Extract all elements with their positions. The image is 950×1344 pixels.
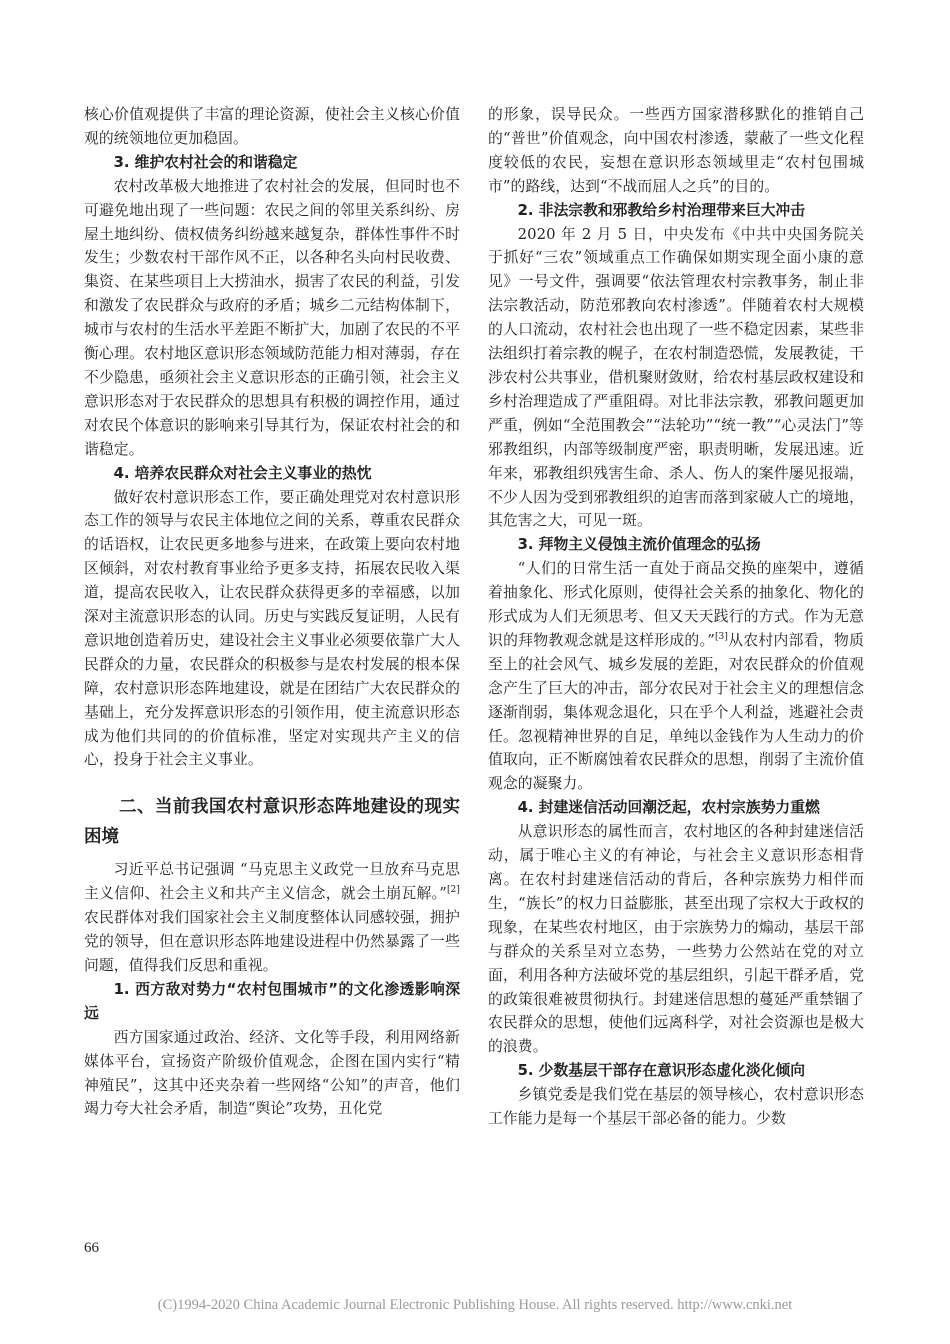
body-paragraph xyxy=(488,103,864,199)
subsection-heading: 4. 培养农民群众对社会主义事业的热忱 xyxy=(113,464,372,482)
paragraph-text: 西方国家通过政治、经济、文化等手段，利用网络新媒体平台，宣扬资产阶级价值观念，企图在国内实行“精神殖民”，这其中还夹杂着一些网络“公知”的声音，他们竭力夸大社会矛盾，制造“舆论”攻势，丑化党 xyxy=(84,1028,460,1118)
body-paragraph xyxy=(84,858,460,978)
body-paragraph xyxy=(488,557,864,796)
paragraph-text: 乡镇党委是我们党在基层的领导核心，农村意识形态工作能力是每一个基层干部必备的能力。少数 xyxy=(488,1086,864,1128)
paragraph-text: 从意识形态的属性而言，农村地区的各种封建迷信活动，属于唯心主义的有神论，与社会主义意识形态相背离。在农村封建迷信活动的背后，各种宗族势力相伴而生，“族长”的权力日益膨胀，甚至出现了宗权大于政权的现象，在某些农村地区，由于宗族势力的煽动，基层干部与群众的关系呈对立态势，一些势力公然站在党的对立面，利用各种方法破坏党的基层组织，引起干群矛盾，党的政策很难被贯彻执行。封建迷信思想的蔓延严重禁锢了农民群众的思想，使他们远离科学，对社会资源也是极大的浪费。 xyxy=(488,823,864,1056)
body-paragraph xyxy=(488,1083,864,1131)
left-column xyxy=(84,103,460,1121)
citation-ref: [2] xyxy=(446,885,460,896)
section-heading: 二、当前我国农村意识形态阵地建设的现实困境 xyxy=(84,797,460,848)
body-paragraph xyxy=(488,223,864,534)
paragraph-text: 从农村内部看，物质至上的社会风气、城乡发展的差距，对农民群众的价值观念产生了巨大的冲击，部分农民对于社会主义的理想信念逐渐削弱，集体观念退化，只在乎个人利益，逃避社会责任。忽视精神世界的自足，单纯以金钱作为人生动力的价值取向，正不断腐蚀着农民群众的思想，削弱了主流价值观念的凝聚力。 xyxy=(488,631,864,793)
paragraph-text: 2020 年 2 月 5 日，中央发布《中共中央国务院关于抓好“三农”领域重点工作确保如期实现全面小康的意见》一号文件，强调要“依法管理农村宗教事务，制止非法宗教活动，防范邪教向农村渗透”。伴随着农村大规模的人口流动，农村社会也出现了一些不稳定因素，某些非法组织打着宗教的幌子，在农村制造恐慌，发展教徒，干涉农村公共事业，借机聚财敛财，给农村基层政权建设和乡村治理造成了严重阻碍。对比非法宗教，邪教问题更加严重，例如“全范围教会”“法轮功”“统一教”“心灵法门”等邪教组织，内部等级制度严密，职责明晰，发展迅速。近年来，邪教组织残害生命、杀人、伤人的案件屡见报端，不少人因为受到邪教组织的迫害而落到家破人亡的境地，其危害之大，可见一斑。 xyxy=(488,225,864,530)
paragraph-text: 农村改革极大地推进了农村社会的发展，但同时也不可避免地出现了一些问题：农民之间的邻里关系纠纷、房屋土地纠纷、债权债务纠纷越来越复杂，群体性事件不时发生；少数农村干部作风不正，以各种名头向村民收费、集资、在某些项目上大捞油水，损害了农民的利益，引发和激发了农民群众与政府的矛盾；城乡二元结构体制下，城市与农村的生活水平差距不断扩大，加剧了农民的不平衡心理。农村地区意识形态领域防范能力相对薄弱，存在不少隐患，亟须社会主义意识形态的正确引领，社会主义意识形态对于农民群众的思想具有积极的调控作用，通过对农民个体意识的影响来引导其行为，保证农村社会的和谐稳定。 xyxy=(84,177,460,458)
body-paragraph xyxy=(488,820,864,1059)
paragraph-text: “人们的日常生活一直处于商品交换的座架中，遵循着抽象化、形式化原则，使得社会关系的抽象化、物化的形式成为人们无须思考、但又天天践行的方式。作为无意识的拜物教观念就是这样形成的。” xyxy=(488,560,864,649)
subsection-heading: 4. 封建迷信活动回潮泛起，农村宗族势力重燃 xyxy=(517,799,820,817)
page-number: 66 xyxy=(84,1240,99,1256)
body-paragraph xyxy=(84,175,460,462)
paragraph-text: 做好农村意识形态工作，要正确处理党对农村意识形态工作的领导与农民主体地位之间的关系，尊重农民群众的话语权，让农民更多地参与进来，在政策上要向农村地区倾斜，对农村教育事业给予更多支持，拓展农民收入渠道，提高农民收入，让农民群众获得更多的幸福感，以加深对主流意识形态的认同。历史与实践反复证明，人民有意识地创造着历史，建设社会主义事业必须要依靠广大人民群众的力量，农民群众的积极参与是农村发展的根本保障，农村意识形态阵地建设，就是在团结广大农民群众的基础上，充分发挥意识形态的引领作用，使主流意识形态成为他们共同的的价值标准，坚定对实现共产主义的信心，投身于社会主义事业。 xyxy=(84,488,460,769)
body-paragraph xyxy=(84,486,460,773)
paragraph-text: 核心价值观提供了丰富的理论资源，使社会主义核心价值观的统领地位更加稳固。 xyxy=(84,106,460,147)
citation-ref: [3] xyxy=(714,632,728,643)
paragraph-text: 习近平总书记强调 “马克思主义政党一旦放弃马克思主义信仰、社会主义和共产主义信念，就会土崩瓦解。” xyxy=(84,861,460,903)
right-column xyxy=(488,103,864,1131)
paragraph-text: 的形象，误导民众。一些西方国家潜移默化的推销自己的“普世”价值观念，向中国农村渗透，蒙蔽了一些文化程度较低的农民，妄想在意识形态领域里走“农村包围城市”的路线，达到“不战而屈人之兵”的目的。 xyxy=(488,106,864,195)
subsection-heading: 1. 西方敌对势力“农村包围城市”的文化渗透影响深远 xyxy=(84,980,460,1022)
subsection-heading: 3. 维护农村社会的和谐稳定 xyxy=(113,153,298,171)
subsection-heading: 5. 少数基层干部存在意识形态虚化淡化倾向 xyxy=(517,1062,806,1080)
body-paragraph xyxy=(84,103,460,151)
body-paragraph xyxy=(84,1026,460,1122)
subsection-heading: 2. 非法宗教和邪教给乡村治理带来巨大冲击 xyxy=(517,201,806,219)
paragraph-text: 农民群体对我们国家社会主义制度整体认同感较强，拥护党的领导，但在意识形态阵地建设进程中仍然暴露了一些问题，值得我们反思和重视。 xyxy=(84,909,460,974)
copyright-footer: (C)1994-2020 China Academic Journal Electronic Publishing House. All rights reserved. http://www.cnki.net xyxy=(157,1297,793,1313)
subsection-heading: 3. 拜物主义侵蚀主流价值理念的弘扬 xyxy=(517,536,761,554)
